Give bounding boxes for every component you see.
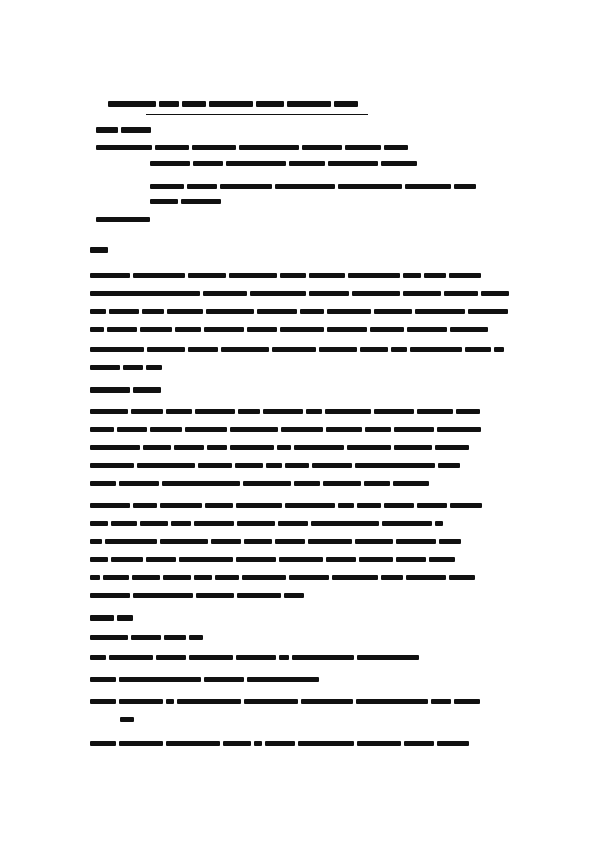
paragraph-line — [90, 538, 461, 545]
paragraph-line — [90, 408, 480, 415]
paragraph-line — [90, 346, 504, 353]
list-item — [90, 634, 203, 641]
affiliation-line — [150, 160, 417, 167]
paragraph-line — [90, 592, 304, 599]
paragraph-line — [90, 426, 481, 433]
email-line — [96, 216, 150, 223]
paragraph-line — [90, 480, 429, 487]
affiliation-line — [150, 198, 221, 205]
paragraph-line — [90, 364, 162, 371]
paragraph-line — [90, 272, 481, 279]
author-line — [96, 126, 151, 133]
section-heading — [90, 386, 161, 393]
affiliation-line — [96, 144, 408, 151]
paragraph-line — [90, 502, 482, 509]
paragraph-line — [90, 308, 508, 315]
affiliation-line — [150, 183, 476, 190]
list-item — [90, 654, 419, 661]
title-underline — [146, 114, 368, 115]
list-item — [90, 740, 469, 747]
list-item — [90, 698, 480, 705]
paragraph-line — [90, 326, 488, 333]
paragraph-line — [90, 556, 455, 563]
paragraph-line — [90, 444, 469, 451]
list-item-continuation — [120, 716, 134, 723]
section-heading — [90, 614, 133, 621]
paragraph-line — [90, 290, 509, 297]
paragraph-line — [90, 574, 475, 581]
list-item — [90, 676, 319, 683]
section-heading — [90, 246, 108, 253]
paragraph-line — [90, 520, 443, 527]
paragraph-line — [90, 462, 460, 469]
document-title — [108, 100, 358, 107]
